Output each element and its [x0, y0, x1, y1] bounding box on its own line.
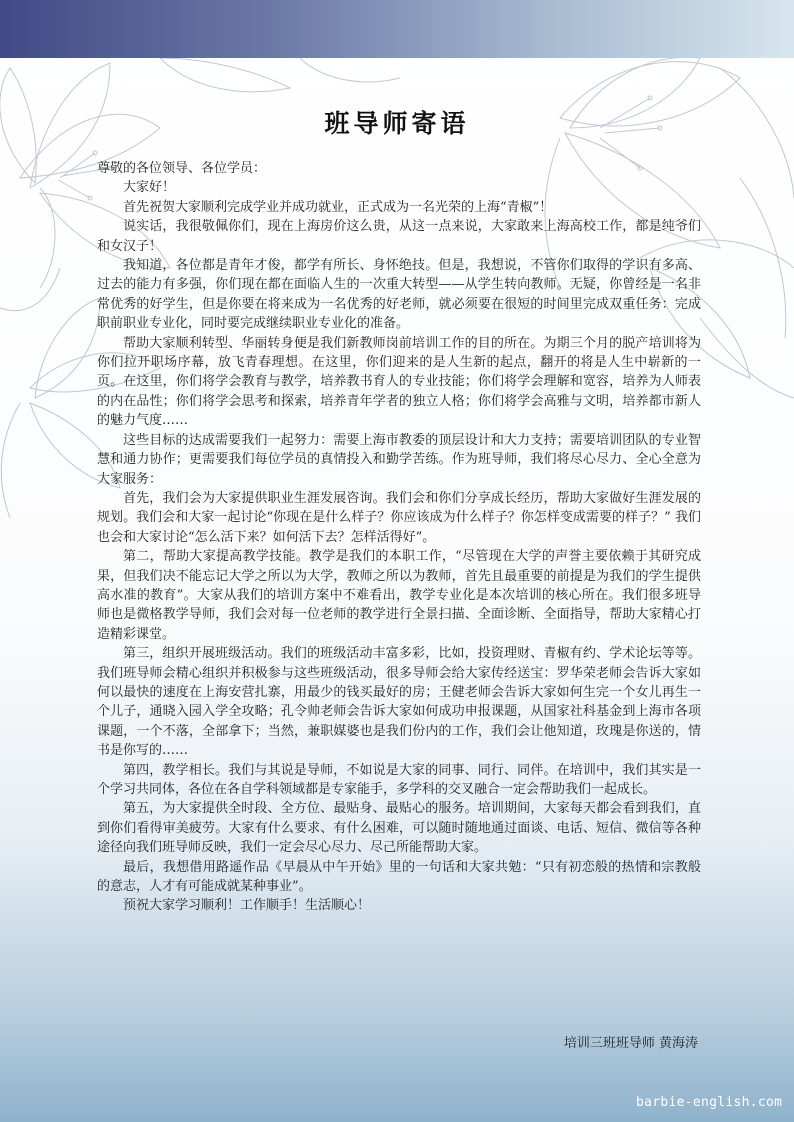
footer-watermark-url: barbie-english.com	[636, 1095, 783, 1110]
paragraph-wishes: 预祝大家学习顺利！工作顺手！生活顺心！	[123, 898, 371, 914]
paragraph-fifth: 第五，为大家提供全时段、全方位、最贴身、最贴心的服务。培训期间，大家每天都会看到我们，直到你们看得审美疲劳。大家有什么要求、有什么困难，可以随时随地通过面谈、电话、短信、微信等各种途径向我们班导师反映，我们一定会尽心尽力、尽己所能帮助大家。	[97, 801, 701, 856]
paragraph-training-purpose: 帮助大家顺利转型、华丽转身便是我们新教师岗前培训工作的目的所在。为期三个月的脱产培训将为你们拉开职场序幕，放飞青春理想。在这里，你们迎来的是人生新的起点，翻开的将是人生中崭新的一页。在这里，你们将学会教育与教学，培养教书育人的专业技能；你们将学会理解和宽容，培养为人师表的内在品性；你们将学会思考和探索，培养青年学者的独立人格；你们将学会高雅与文明，培养都市新人的魅力气度……	[97, 335, 701, 429]
salutation: 尊敬的各位领导、各位学员：	[97, 161, 267, 176]
paragraph-first: 首先，我们会为大家提供职业生涯发展咨询。我们会和你们分享成长经历，帮助大家做好生涯发展的规划。我们会和大家一起讨论“你现在是什么样子？你应该成为什么样子？你怎样变成需要的样子？” 我们也会和大家讨论“怎么活下来？如何活下去？怎样活得好”。	[97, 490, 701, 545]
paragraph-fourth: 第四，教学相长。我们与其说是导师，不如说是大家的同事、同行、同伴。在培训中，我们其实是一个学习共同体，各位在各自学科领域都是专家能手，多学科的交叉融合一定会帮助我们一起成长。	[97, 762, 701, 797]
header-band	[0, 0, 794, 58]
signature: 培训三班班导师 黄海涛	[563, 1036, 698, 1051]
paragraph-third: 第三，组织开展班级活动。我们的班级活动丰富多彩，比如，投资理财、青椒有约、学术论坛等等。我们班导师会精心组织并积极参与这些班级活动，很多导师会给大家传经送宝：罗华荣老师会告诉大家如何以最快的速度在上海安营扎寨，用最少的钱买最好的房；王健老师会告诉大家如何生完一个女儿再生一个儿子，通晓入园入学全攻略；孔令帅老师会告诉大家如何成功申报课题，从国家社科基金到上海市各项课题，一个不落，全部拿下；当然，兼职媒婆也是我们份内的工作，我们会让他知道，玫瑰是你送的，情书是你写的……	[97, 646, 701, 759]
letter-body	[97, 159, 701, 916]
paragraph-transformation: 我知道，各位都是青年才俊，都学有所长、身怀绝技。但是，我想说，不管你们取得的学识有多高、过去的能力有多强，你们现在都在面临人生的一次重大转型——从学生转向教师。无疑，你曾经是一名非常优秀的好学生，但是你要在将来成为一名优秀的好老师，就必须要在很短的时间里完成双重任务：完成职前职业专业化，同时要完成继续职业专业化的准备。	[97, 258, 701, 332]
paragraph-admiration: 说实话，我很敬佩你们，现在上海房价这么贵，从这一点来说，大家敢来上海高校工作，都是纯爷们和女汉子！	[97, 219, 701, 254]
page-title: 班导师寄语	[324, 109, 470, 138]
paragraph-finally: 最后，我想借用路遥作品《早晨从中午开始》里的一句话和大家共勉：“只有初恋般的热情和宗教般的意志，人才有可能成就某种事业”。	[97, 859, 701, 895]
paragraph-second: 第二，帮助大家提高教学技能。教学是我们的本职工作，“尽管现在大学的声誉主要依赖于其研究成果，但我们决不能忘记大学之所以为大学，教师之所以为教师，首先且最重要的前提是为我们的学生提供高水准的教育”。大家从我们的培训方案中不难看出，教学专业化是本次培训的核心所在。我们很多班导师也是微格教学导师，我们会对每一位老师的教学进行全景扫描、全面诊断、全面指导，帮助大家精心打造精彩课堂。	[97, 549, 701, 642]
paragraph-greeting: 大家好！	[123, 180, 176, 196]
paragraph-congratulations: 首先祝贺大家顺利完成学业并成功就业，正式成为一名光荣的上海“青椒”！	[123, 199, 553, 215]
paragraph-goals: 这些目标的达成需要我们一起努力：需要上海市教委的顶层设计和大力支持；需要培训团队的专业智慧和通力协作；更需要我们每位学员的真情投入和勤学苦练。作为班导师，我们将尽心尽力、全心全意为大家服务：	[97, 432, 701, 487]
